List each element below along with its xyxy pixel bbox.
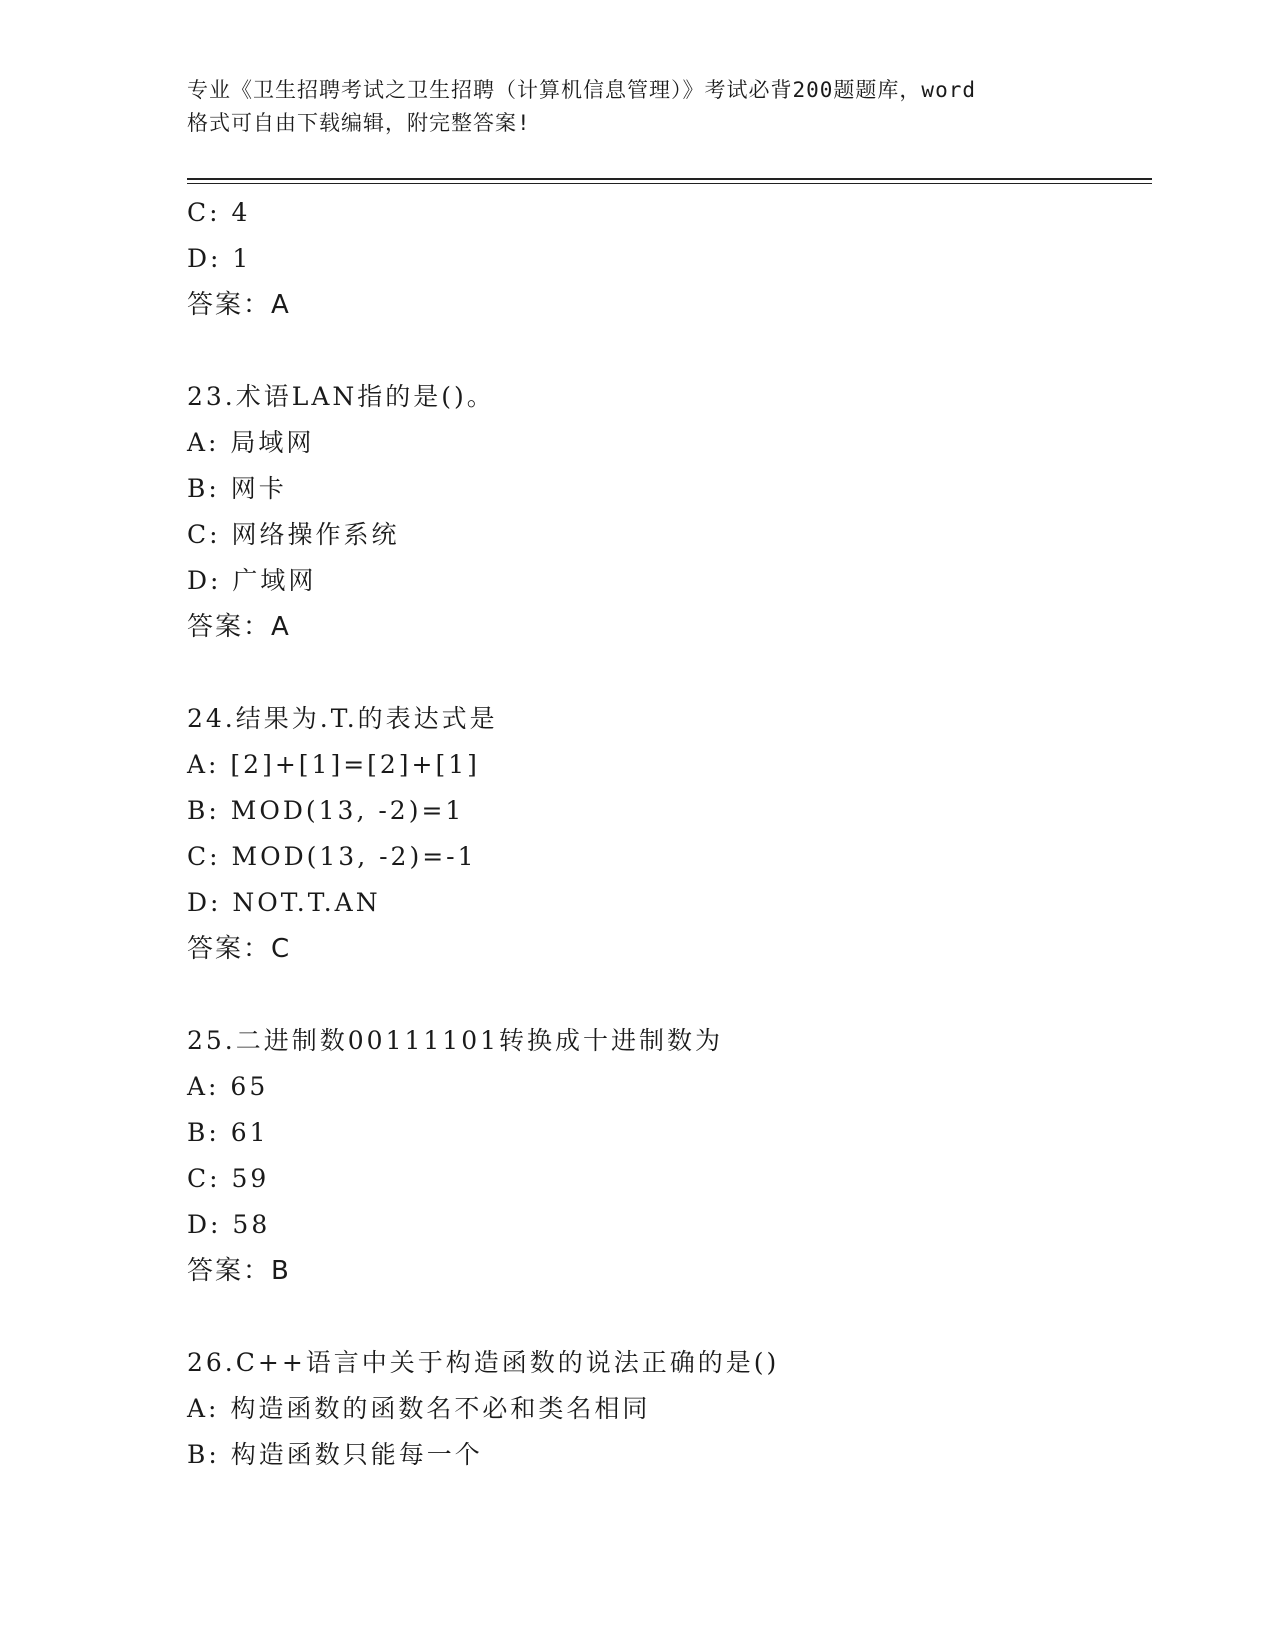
option-d: D: 广域网: [187, 566, 317, 595]
option-d: D: 58: [187, 1210, 271, 1239]
header-line-2: 格式可自由下载编辑，附完整答案!: [187, 111, 531, 135]
answer: 答案：C: [187, 934, 292, 964]
answer: 答案：A: [187, 290, 291, 320]
option-a: A: [2]+[1]=[2]+[1]: [187, 750, 480, 779]
option-a: A: 构造函数的函数名不必和类名相同: [187, 1394, 651, 1423]
option-b: B: 61: [187, 1118, 269, 1147]
option-c: C: 4: [187, 198, 251, 227]
question-25: [187, 1018, 1147, 1294]
header-rule-thin: [187, 183, 1152, 184]
question-stem: 26.C++语言中关于构造函数的说法正确的是(): [187, 1348, 780, 1377]
spacer: [187, 1294, 1147, 1340]
option-b: B: MOD(13, -2)=1: [187, 796, 465, 825]
question-stem: 24.结果为.T.的表达式是: [187, 704, 498, 733]
question-24: [187, 696, 1147, 972]
spacer: [187, 650, 1147, 696]
option-c: C: MOD(13, -2)=-1: [187, 842, 477, 871]
option-b: B: 网卡: [187, 474, 287, 503]
option-c: C: 网络操作系统: [187, 520, 400, 549]
question-26: [187, 1340, 1147, 1478]
spacer: [187, 972, 1147, 1018]
spacer: [187, 328, 1147, 374]
answer: 答案：A: [187, 612, 291, 642]
question-23: [187, 374, 1147, 650]
answer: 答案：B: [187, 1256, 291, 1286]
option-d: D: NOT.T.AN: [187, 888, 381, 917]
option-a: A: 局域网: [187, 428, 315, 457]
option-c: C: 59: [187, 1164, 270, 1193]
page-header: [187, 74, 1087, 140]
option-b: B: 构造函数只能每一个: [187, 1440, 483, 1469]
header-rule-thick: [187, 178, 1152, 180]
option-a: A: 65: [187, 1072, 269, 1101]
question-stem: 23.术语LAN指的是()。: [187, 382, 495, 411]
header-line-1: 专业《卫生招聘考试之卫生招聘（计算机信息管理）》考试必背200题题库，word: [187, 78, 976, 102]
question-stem: 25.二进制数00111101转换成十进制数为: [187, 1026, 724, 1055]
question-list: [187, 190, 1147, 1478]
option-d: D: 1: [187, 244, 252, 273]
question-continued: [187, 190, 1147, 328]
